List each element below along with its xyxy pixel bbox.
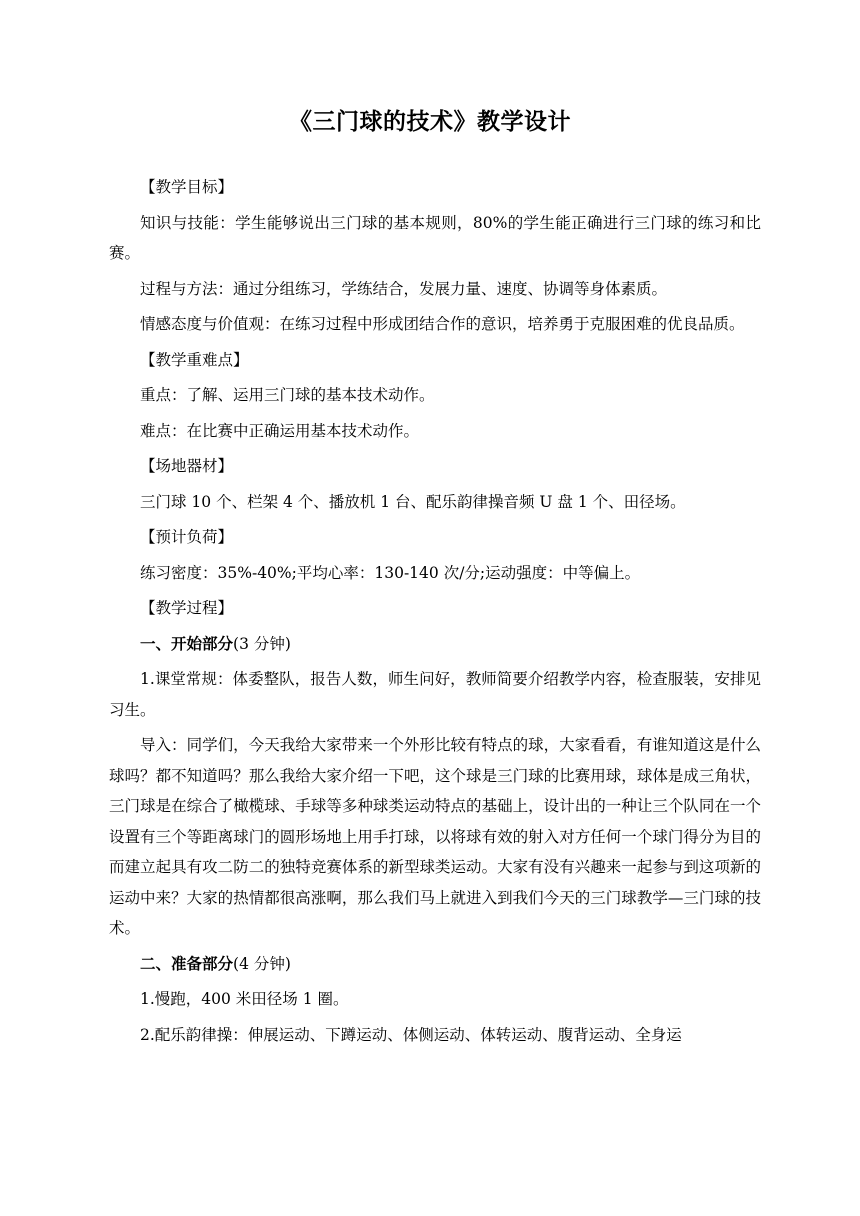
heading-objectives: 【教学目标】	[140, 178, 234, 196]
section-heading-start	[109, 629, 761, 660]
paragraph-attitude-values: 情感态度与价值观：在练习过程中形成团结合作的意识，培养勇于克服困难的优良品质。	[140, 315, 745, 333]
section-heading-prep	[109, 949, 761, 980]
paragraph-class-routine: 1.课堂常规：体委整队，报告人数，师生问好，教师简要介绍教学内容，检查服装，安排见习生。	[109, 670, 761, 719]
heading-teaching-process: 【教学过程】	[140, 599, 234, 617]
paragraph-rhythm-exercise: 2.配乐韵律操：伸展运动、下蹲运动、体侧运动、体转运动、腹背运动、全身运	[140, 1025, 682, 1044]
paragraph-introduction: 导入：同学们，今天我给大家带来一个外形比较有特点的球，大家看看，有谁知道这是什么球吗？都不知道吗？那么我给大家介绍一下吧，这个球是三门球的比赛用球，球体是成三角状，三门球是在综合了橄榄球、手球等多种球类运动特点的基础上，设计出的一种让三个队同在一个设置有三个等距离球门的圆形场地上用手打球，以将球有效的射入对方任何一个球门得分为目的而建立起具有攻二防二的独特竞赛体系的新型球类运动。大家有没有兴趣来一起参与到这项新的运动中来？大家的热情都很高涨啊，那么我们马上就进入到我们今天的三门球教学—三门球的技术。	[109, 736, 761, 937]
heading-venue-equipment: 【场地器材】	[140, 457, 234, 475]
section-heading-prep-duration: (4 分钟)	[233, 954, 291, 973]
section-heading-prep-title: 二、准备部分	[140, 954, 234, 973]
document-title: 《三门球的技术》教学设计	[289, 109, 571, 135]
paragraph-load-details: 练习密度：35%-40%;平均心率：130-140 次/分;运动强度：中等偏上。	[140, 563, 641, 582]
paragraph-knowledge-skills: 知识与技能：学生能够说出三门球的基本规则，80%的学生能正确进行三门球的练习和比赛。	[109, 213, 761, 262]
paragraph-process-methods: 过程与方法：通过分组练习，学练结合，发展力量、速度、协调等身体素质。	[140, 279, 668, 298]
heading-expected-load: 【预计负荷】	[140, 528, 234, 546]
section-heading-start-duration: (3 分钟)	[233, 634, 291, 653]
paragraph-key-point: 重点：了解、运用三门球的基本技术动作。	[140, 386, 435, 404]
paragraph-jogging: 1.慢跑，400 米田径场 1 圈。	[140, 990, 349, 1008]
section-heading-start-title: 一、开始部分	[140, 634, 234, 653]
paragraph-equipment-list: 三门球 10 个、栏架 4 个、播放机 1 台、配乐韵律操音频 U 盘 1 个、田径场。	[140, 492, 686, 511]
heading-key-difficulties: 【教学重难点】	[140, 350, 249, 369]
document-body	[109, 172, 761, 1055]
paragraph-difficulty: 难点：在比赛中正确运用基本技术动作。	[140, 421, 420, 440]
